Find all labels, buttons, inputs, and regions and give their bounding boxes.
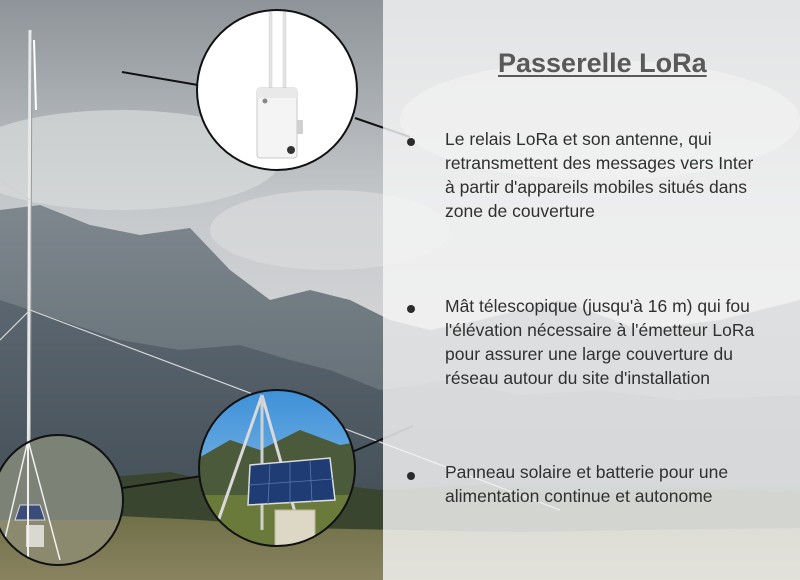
bullet-marker: [407, 138, 415, 146]
bullet-marker: [407, 305, 415, 313]
bullet-marker: [407, 472, 415, 480]
solar-panel-icon: [248, 458, 335, 505]
bullet-line: retransmettent des messages vers Inter: [445, 153, 754, 173]
bullet-line: à partir d'appareils mobiles situés dans: [445, 177, 747, 197]
bullet-line: pour assurer une large couverture du: [445, 344, 733, 364]
bullet-relay-text: [445, 127, 800, 223]
bullet-line: alimentation continue et autonome: [445, 486, 713, 506]
bullet-line: l'élévation nécessaire à l'émetteur LoRa: [445, 320, 755, 340]
bullet-solar-text: [445, 460, 800, 508]
slide-title: Passerelle LoRa: [498, 48, 707, 78]
bullet-line: Mât télescopique (jusqu'à 16 m) qui fou: [445, 296, 750, 316]
bullet-line: réseau autour du site d'installation: [445, 368, 711, 388]
bullet-mast-text: [445, 294, 800, 390]
bullet-line: Le relais LoRa et son antenne, qui: [445, 129, 712, 149]
bullet-line: zone de couverture: [445, 201, 595, 221]
bullet-line: Panneau solaire et batterie pour une: [445, 462, 729, 482]
